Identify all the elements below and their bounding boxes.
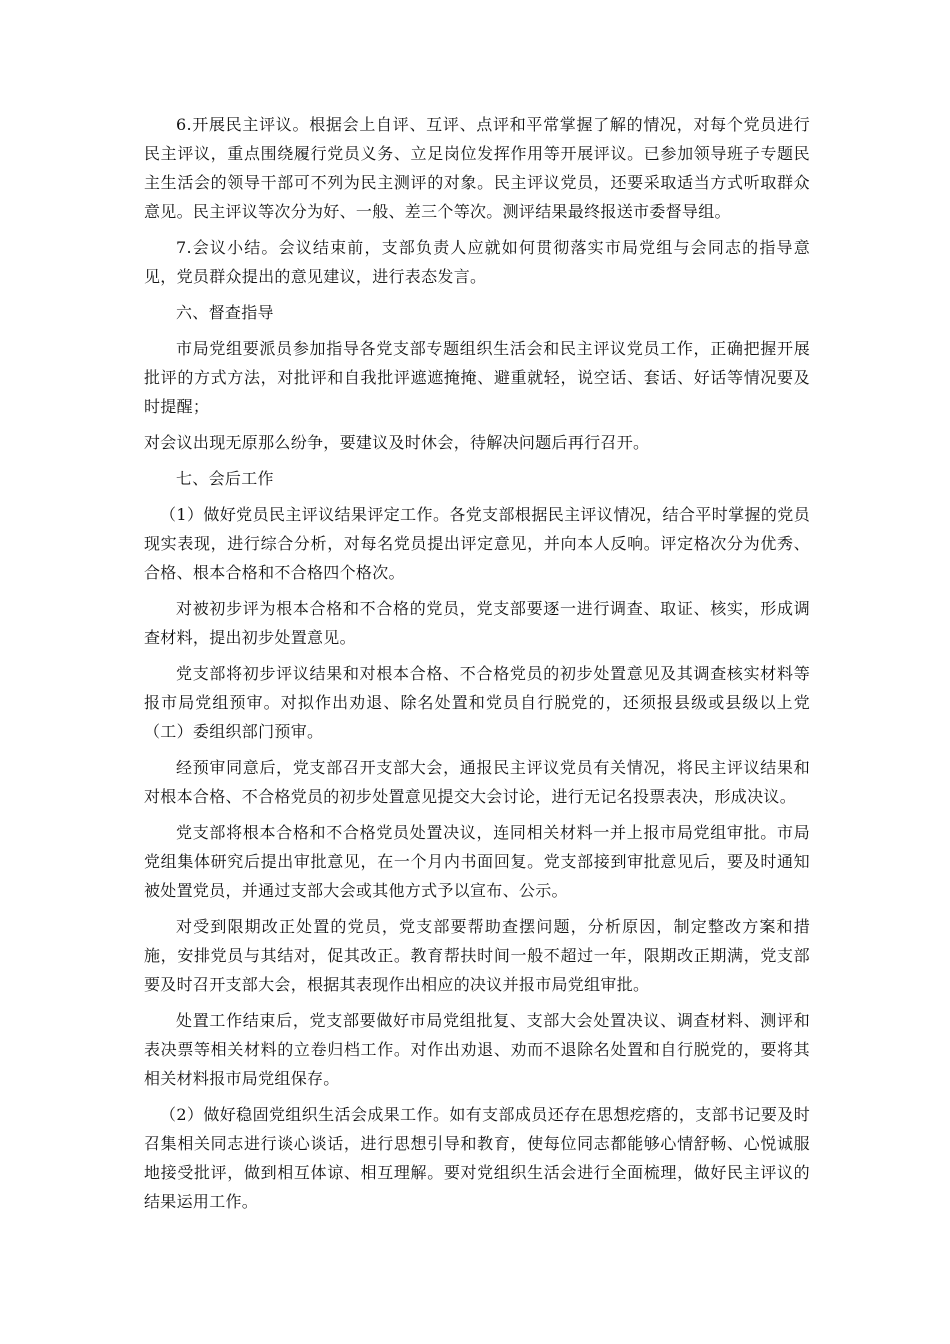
paragraph-item-1: （1）做好党员民主评议结果评定工作。各党支部根据民主评议情况，结合平时掌握的党员现实表现，进行综合分析，对每名党员提出评定意见，并向本人反响。评定格次分为优秀、合格、根本合格和不合格四个格次。 [144,505,810,582]
paragraph-correction: 对受到限期改正处置的党员，党支部要帮助查摆问题，分析原因，制定整改方案和措施，安排党员与其结对，促其改正。教育帮扶时间一般不超过一年，限期改正期满，党支部要及时召开支部大会，根据其表现作出相应的决议并报市局党组审批。 [144,917,810,994]
paragraph-pre-review: 党支部将初步评议结果和对根本合格、不合格党员的初步处置意见及其调查核实材料等报市局党组预审。对拟作出劝退、除名处置和党员自行脱党的，还须报县级或县级以上党（工）委组织部门预审。 [144,664,810,741]
paragraph-item-2: （2）做好稳固党组织生活会成果工作。如有支部成员还存在思想疙瘩的，支部书记要及时召集相关同志进行谈心谈话，进行思想引导和教育，使每位同志都能够心情舒畅、心悦诚服地接受批评，做到相互体谅、相互理解。要对党组织生活会进行全面梳理，做好民主评议的结果运用工作。 [144,1105,810,1211]
document-body [144,110,810,1223]
paragraph-item-7: 7.会议小结。会议结束前，支部负责人应就如何贯彻落实市局党组与会同志的指导意见，党员群众提出的意见建议，进行表态发言。 [144,238,810,286]
paragraph-approval: 党支部将根本合格和不合格党员处置决议，连同相关材料一并上报市局党组审批。市局党组集体研究后提出审批意见，在一个月内书面回复。党支部接到审批意见后，要及时通知被处置党员，并通过支部大会或其他方式予以宣布、公示。 [144,823,810,900]
paragraph-branch-meeting: 经预审同意后，党支部召开支部大会，通报民主评议党员有关情况，将民主评议结果和对根本合格、不合格党员的初步处置意见提交大会讨论，进行无记名投票表决，形成决议。 [144,758,810,806]
paragraph-archiving: 处置工作结束后，党支部要做好市局党组批复、支部大会处置决议、调查材料、测评和表决票等相关材料的立卷归档工作。对作出劝退、劝而不退除名处置和自行脱党的，要将其相关材料报市局党组保存。 [144,1011,810,1088]
paragraph-investigation: 对被初步评为根本合格和不合格的党员，党支部要逐一进行调查、取证、核实，形成调查材料，提出初步处置意见。 [144,599,810,647]
paragraph-item-6: 6.开展民主评议。根据会上自评、互评、点评和平常掌握了解的情况，对每个党员进行民主评议，重点围绕履行党员义务、立足岗位发挥作用等开展评议。已参加领导班子专题民主生活会的领导干部可不列为民主测评的对象。民主评议党员，还要采取适当方式听取群众意见。民主评议等次分为好、一般、差三个等次。测评结果最终报送市委督导组。 [144,115,810,221]
paragraph-supervision: 市局党组要派员参加指导各党支部专题组织生活会和民主评议党员工作，正确把握开展批评的方式方法，对批评和自我批评遮遮掩掩、避重就轻，说空话、套话、好话等情况要及时提醒； [144,339,810,416]
paragraph-supervision-continued: 对会议出现无原那么纷争，要建议及时休会，待解决问题后再行召开。 [144,433,650,452]
section-heading-supervision: 六、督查指导 [176,303,274,322]
section-heading-post-meeting: 七、会后工作 [176,469,274,488]
